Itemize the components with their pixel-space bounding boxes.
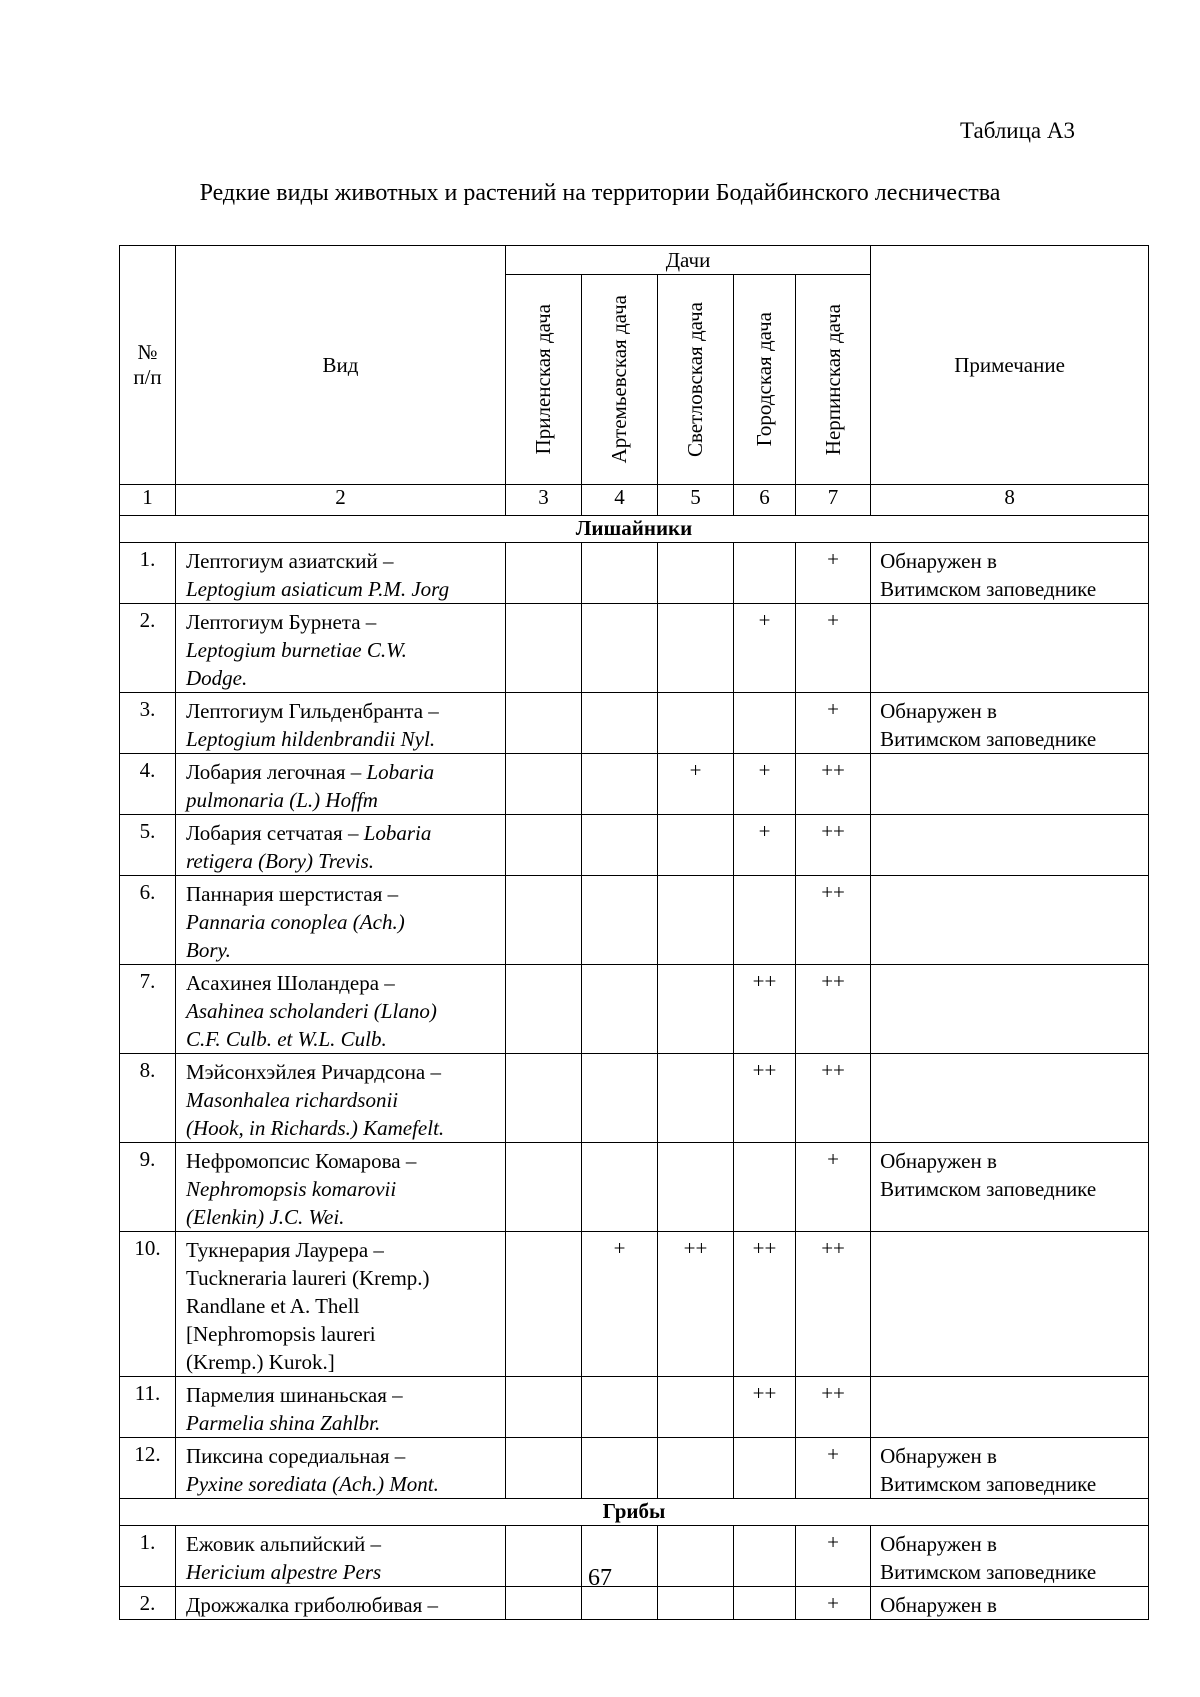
column-number: 2: [176, 485, 506, 516]
header-note: Примечание: [871, 246, 1149, 485]
presence-mark: [582, 693, 658, 754]
header-dacha-artemevskaya: Артемьевская дача: [582, 275, 658, 485]
presence-mark: +: [796, 1587, 871, 1620]
row-number: 11.: [120, 1377, 176, 1438]
header-dacha-svetlovskaya: Светловская дача: [658, 275, 734, 485]
presence-mark: +: [796, 1438, 871, 1499]
header-num: № п/п: [120, 246, 176, 485]
section-header-row: [120, 516, 1149, 543]
presence-mark: ++: [734, 1377, 796, 1438]
column-number: 1: [120, 485, 176, 516]
presence-mark: [506, 965, 582, 1054]
species-line: Ежовик альпийский –: [186, 1532, 381, 1556]
species-line: Leptogium burnetiae C.W.: [186, 638, 407, 662]
presence-mark: ++: [796, 1054, 871, 1143]
header-dacha-nerpinskaya: Нерпинская дача: [796, 275, 871, 485]
note-cell: [871, 965, 1149, 1054]
presence-mark: [734, 693, 796, 754]
species-line: Лептогиум Бурнета –: [186, 610, 377, 634]
presence-mark: ++: [734, 965, 796, 1054]
row-number: 1.: [120, 1526, 176, 1587]
presence-mark: [734, 543, 796, 604]
species-name: [176, 876, 506, 965]
presence-mark: [582, 876, 658, 965]
presence-mark: ++: [796, 1377, 871, 1438]
row-number: 4.: [120, 754, 176, 815]
note-cell: [871, 754, 1149, 815]
species-line: Лобария легочная – Lobaria: [186, 760, 435, 784]
species-line: Leptogium hildenbrandii Nyl.: [186, 727, 436, 751]
species-line: Пиксина соредиальная –: [186, 1444, 406, 1468]
presence-mark: [582, 815, 658, 876]
note-cell: [871, 1143, 1149, 1232]
species-name: [176, 543, 506, 604]
species-line: Тукнерария Лаурера –: [186, 1238, 384, 1262]
row-number: 1.: [120, 543, 176, 604]
note-line: Витимском заповеднике: [880, 577, 1097, 601]
species-line: (Hook, in Richards.) Kamefelt.: [186, 1116, 445, 1140]
species-line: Дрожжалка гриболюбивая –: [186, 1593, 438, 1617]
row-number: 10.: [120, 1232, 176, 1377]
presence-mark: ++: [796, 876, 871, 965]
column-number: 3: [506, 485, 582, 516]
table-row: [120, 1377, 1149, 1438]
header-dacha-prilenskaya: Приленская дача: [506, 275, 582, 485]
row-number: 12.: [120, 1438, 176, 1499]
table-row: [120, 965, 1149, 1054]
table-row: [120, 754, 1149, 815]
species-name: [176, 754, 506, 815]
species-name: [176, 1054, 506, 1143]
column-number: 8: [871, 485, 1149, 516]
note-line: Витимском заповеднике: [880, 1560, 1097, 1584]
presence-mark: [658, 1377, 734, 1438]
presence-mark: +: [734, 815, 796, 876]
row-number: 9.: [120, 1143, 176, 1232]
presence-mark: [734, 1438, 796, 1499]
header-species: Вид: [176, 246, 506, 485]
species-line: (Elenkin) J.C. Wei.: [186, 1205, 345, 1229]
presence-mark: [582, 1143, 658, 1232]
species-line: pulmonaria (L.) Hoffm: [186, 788, 378, 812]
table-row: [120, 815, 1149, 876]
species-line: Лептогиум азиатский –: [186, 549, 394, 573]
presence-mark: [658, 815, 734, 876]
species-line: (Kremp.) Kurok.]: [186, 1350, 335, 1374]
species-line: retigera (Bory) Trevis.: [186, 849, 374, 873]
presence-mark: [582, 543, 658, 604]
presence-mark: ++: [796, 1232, 871, 1377]
note-line: Витимском заповеднике: [880, 727, 1097, 751]
presence-mark: [658, 1143, 734, 1232]
column-number: 4: [582, 485, 658, 516]
species-line: Hericium alpestre Pers: [186, 1560, 382, 1584]
presence-mark: ++: [796, 754, 871, 815]
section-title: Грибы: [120, 1499, 1149, 1526]
note-line: Обнаружен в: [880, 1593, 997, 1617]
species-line: C.F. Culb. et W.L. Culb.: [186, 1027, 387, 1051]
note-cell: [871, 1232, 1149, 1377]
presence-mark: [658, 1438, 734, 1499]
row-number: 2.: [120, 1587, 176, 1620]
presence-mark: [582, 754, 658, 815]
presence-mark: [658, 693, 734, 754]
presence-mark: [506, 1054, 582, 1143]
presence-mark: [506, 754, 582, 815]
page-number: 67: [588, 1565, 612, 1591]
note-line: Витимском заповеднике: [880, 1472, 1097, 1496]
table-row: [120, 1054, 1149, 1143]
presence-mark: [506, 876, 582, 965]
presence-mark: [506, 1377, 582, 1438]
presence-mark: [506, 1232, 582, 1377]
species-line: Асахинея Шоландера –: [186, 971, 395, 995]
presence-mark: [658, 1054, 734, 1143]
presence-mark: +: [796, 543, 871, 604]
species-name: [176, 1232, 506, 1377]
table-row: [120, 1438, 1149, 1499]
presence-mark: [506, 604, 582, 693]
note-cell: [871, 1054, 1149, 1143]
column-number: 6: [734, 485, 796, 516]
header-dachi: Дачи: [506, 246, 871, 275]
presence-mark: [658, 965, 734, 1054]
species-line: [Nephromopsis laureri: [186, 1322, 376, 1346]
species-line: Bory.: [186, 938, 231, 962]
species-line: Мэйсонхэйлея Ричардсона –: [186, 1060, 442, 1084]
note-line: Обнаружен в: [880, 549, 997, 573]
species-line: Tuckneraria laureri (Kremp.): [186, 1266, 430, 1290]
presence-mark: ++: [734, 1232, 796, 1377]
species-name: [176, 1143, 506, 1232]
note-cell: [871, 815, 1149, 876]
presence-mark: [582, 604, 658, 693]
presence-mark: +: [796, 604, 871, 693]
row-number: 8.: [120, 1054, 176, 1143]
species-line: Randlane et A. Thell: [186, 1294, 360, 1318]
presence-mark: +: [734, 604, 796, 693]
species-line: Лептогиум Гильденбранта –: [186, 699, 439, 723]
column-number: 5: [658, 485, 734, 516]
presence-mark: +: [582, 1232, 658, 1377]
presence-mark: ++: [796, 815, 871, 876]
presence-mark: [658, 604, 734, 693]
presence-mark: [582, 1054, 658, 1143]
rare-species-table: [119, 245, 1149, 1620]
row-number: 6.: [120, 876, 176, 965]
presence-mark: [582, 1438, 658, 1499]
species-line: Pyxine sorediata (Ach.) Mont.: [186, 1472, 439, 1496]
note-cell: [871, 1377, 1149, 1438]
presence-mark: +: [796, 1143, 871, 1232]
species-line: Nephromopsis komarovii: [186, 1177, 397, 1201]
presence-mark: +: [796, 1526, 871, 1587]
species-name: [176, 693, 506, 754]
presence-mark: ++: [658, 1232, 734, 1377]
species-line: Dodge.: [186, 666, 248, 690]
species-name: [176, 815, 506, 876]
presence-mark: [734, 1143, 796, 1232]
presence-mark: [734, 876, 796, 965]
row-number: 5.: [120, 815, 176, 876]
presence-mark: +: [796, 693, 871, 754]
species-name: [176, 1438, 506, 1499]
note-line: Обнаружен в: [880, 1149, 997, 1173]
column-number: 7: [796, 485, 871, 516]
species-line: Пармелия шинаньская –: [186, 1383, 403, 1407]
presence-mark: [506, 1143, 582, 1232]
note-cell: [871, 604, 1149, 693]
table-row: [120, 693, 1149, 754]
note-cell: [871, 1438, 1149, 1499]
page-title: Редкие виды животных и растений на территории Бодайбинского лесничества: [199, 180, 1001, 206]
species-line: Pannaria conoplea (Ach.): [186, 910, 405, 934]
note-line: Обнаружен в: [880, 1532, 997, 1556]
table-body: [120, 516, 1149, 1620]
table-row: [120, 1232, 1149, 1377]
presence-mark: +: [734, 754, 796, 815]
table-row: [120, 1143, 1149, 1232]
species-line: Parmelia shina Zahlbr.: [186, 1411, 381, 1435]
table-row: [120, 876, 1149, 965]
presence-mark: +: [658, 754, 734, 815]
table-row: [120, 543, 1149, 604]
presence-mark: ++: [734, 1054, 796, 1143]
presence-mark: [506, 1438, 582, 1499]
species-line: Asahinea scholanderi (Llano): [186, 999, 437, 1023]
species-name: [176, 965, 506, 1054]
row-number: 3.: [120, 693, 176, 754]
row-number: 7.: [120, 965, 176, 1054]
species-line: Masonhalea richardsonii: [186, 1088, 399, 1112]
section-header-row: [120, 1499, 1149, 1526]
species-line: Лобария сетчатая – Lobaria: [186, 821, 432, 845]
presence-mark: [658, 543, 734, 604]
table-label: Таблица А3: [960, 118, 1075, 143]
presence-mark: [506, 693, 582, 754]
row-number: 2.: [120, 604, 176, 693]
note-line: Витимском заповеднике: [880, 1177, 1097, 1201]
presence-mark: [582, 965, 658, 1054]
section-title: Лишайники: [120, 516, 1149, 543]
species-line: Нефромопсис Комарова –: [186, 1149, 417, 1173]
note-cell: [871, 876, 1149, 965]
presence-mark: [658, 876, 734, 965]
species-name: [176, 1377, 506, 1438]
table-row: [120, 604, 1149, 693]
presence-mark: [582, 1377, 658, 1438]
header-dacha-gorodskaya: Городская дача: [734, 275, 796, 485]
species-line: Leptogium asiaticum P.M. Jorg: [186, 577, 450, 601]
presence-mark: ++: [796, 965, 871, 1054]
species-name: [176, 604, 506, 693]
note-line: Обнаружен в: [880, 699, 997, 723]
note-cell: [871, 543, 1149, 604]
note-cell: [871, 693, 1149, 754]
presence-mark: [506, 543, 582, 604]
species-line: Паннария шерстистая –: [186, 882, 399, 906]
column-numbers-row: [120, 485, 1149, 516]
note-line: Обнаружен в: [880, 1444, 997, 1468]
presence-mark: [506, 815, 582, 876]
